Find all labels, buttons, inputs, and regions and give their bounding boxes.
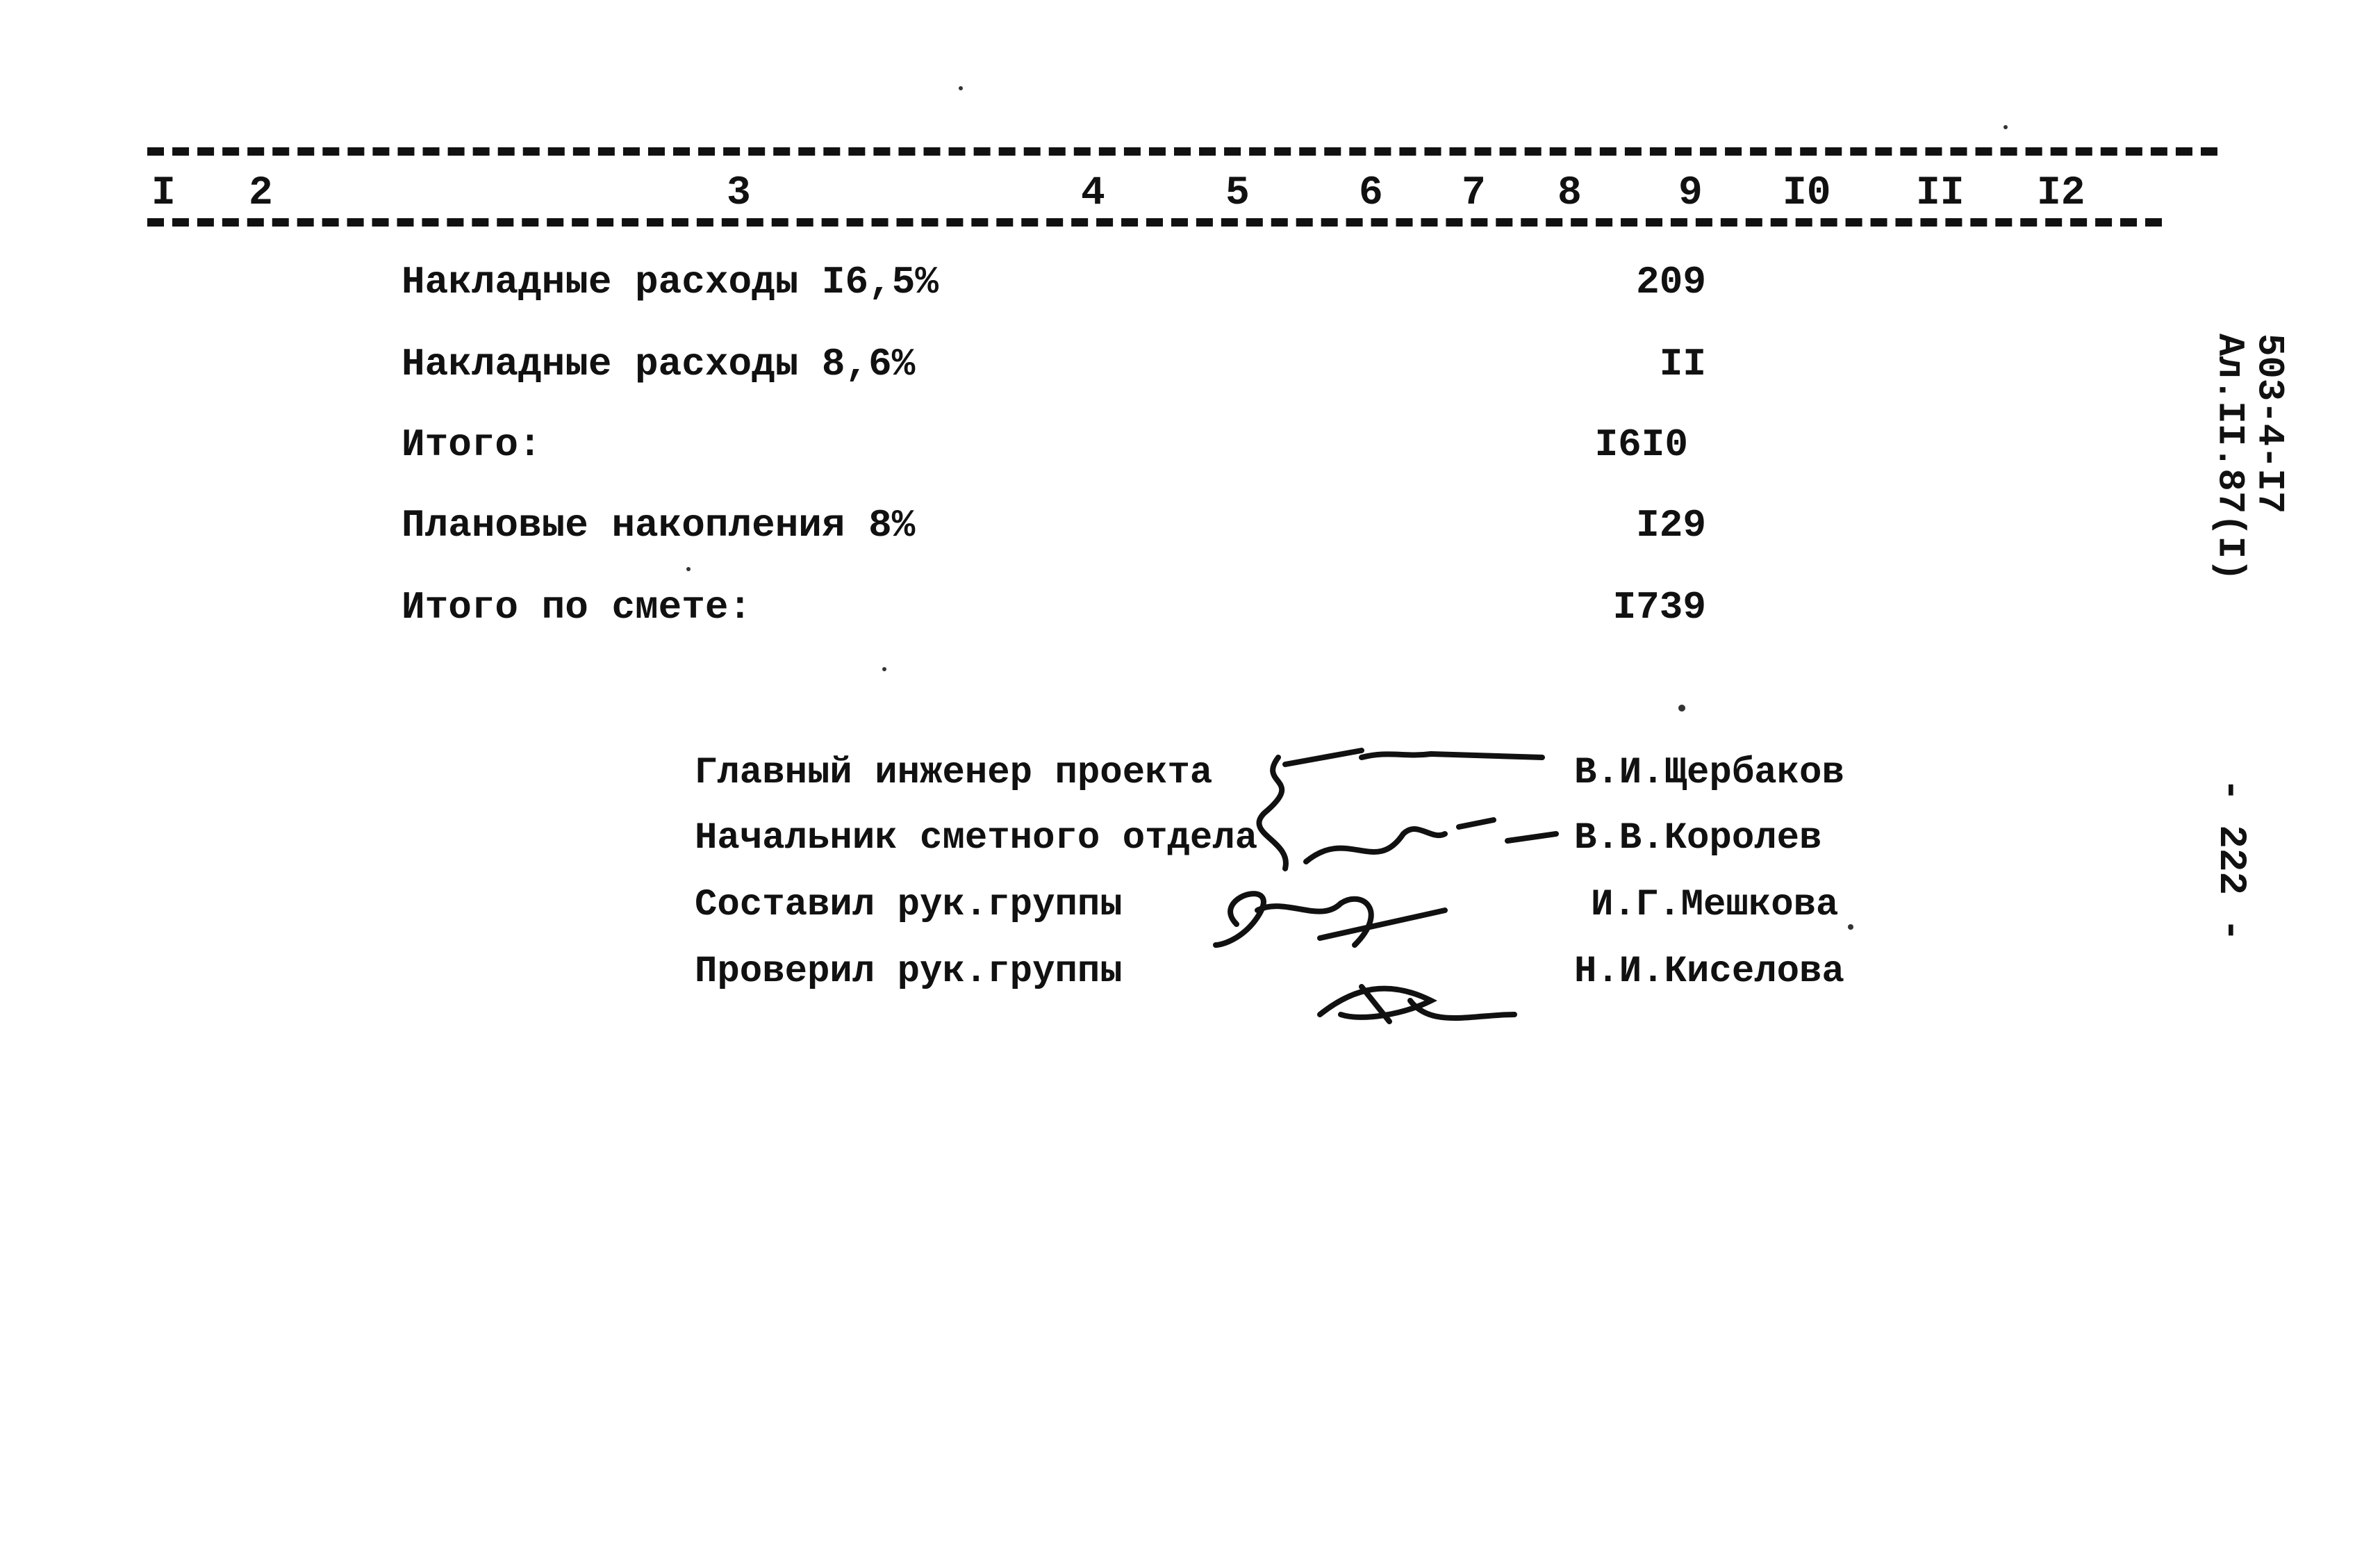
- signature-name-chief-engineer: В.И.Щербаков: [1574, 752, 1844, 794]
- column-number: 6: [1355, 174, 1387, 214]
- document-code-line: 503-4-I7: [2247, 334, 2290, 514]
- row-label-overhead-16-5: Накладные расходы I6,5%: [402, 260, 939, 304]
- row-label-overhead-8-6: Накладные расходы 8,6%: [402, 342, 916, 386]
- row-value-planned-savings: I29: [1636, 503, 1706, 548]
- row-value-overhead-16-5: 209: [1636, 260, 1706, 304]
- row-value-estimate-total: I739: [1612, 585, 1706, 630]
- scan-speck: [882, 667, 886, 671]
- signature-role-estimate-head: Начальник сметного отдела: [695, 817, 1258, 860]
- column-number: I: [147, 174, 180, 214]
- row-value-subtotal: I6I0: [1594, 422, 1688, 467]
- column-number: 7: [1457, 174, 1490, 214]
- document-code-line: Ал.II.87(I): [2208, 334, 2251, 582]
- signature-role-chief-engineer: Главный инженер проекта: [695, 752, 1213, 794]
- scan-speck: [959, 86, 963, 90]
- row-label-estimate-total: Итого по смете:: [402, 585, 752, 630]
- row-label-planned-savings: Плановые накопления 8%: [402, 503, 916, 548]
- signature-name-checker: Н.И.Киселова: [1574, 951, 1844, 993]
- column-number: 3: [722, 174, 755, 214]
- document-code-vertical: [2209, 334, 2288, 581]
- handwritten-signatures: [1181, 737, 1570, 1035]
- scan-speck: [2003, 125, 2008, 129]
- column-number: II: [1912, 174, 1969, 214]
- table-header-top-rule: [147, 147, 2217, 156]
- column-number: 4: [1077, 174, 1109, 214]
- table-header-bottom-rule: [147, 218, 2162, 227]
- page-number: - 222 -: [2209, 778, 2254, 942]
- column-number: 8: [1553, 174, 1586, 214]
- signature-role-checker: Проверил рук.группы: [695, 951, 1123, 993]
- column-number: I2: [2033, 174, 2090, 214]
- scan-speck: [1678, 705, 1685, 712]
- row-label-subtotal: Итого:: [402, 422, 542, 467]
- column-number: 5: [1221, 174, 1254, 214]
- signature-name-compiler: И.Г.Мешкова: [1591, 884, 1839, 926]
- signature-name-estimate-head: В.В.Королев: [1574, 817, 1822, 860]
- signature-role-compiler: Составил рук.группы: [695, 884, 1123, 926]
- column-number: 9: [1674, 174, 1707, 214]
- column-number: I0: [1778, 174, 1835, 214]
- scan-speck: [686, 567, 691, 571]
- scan-speck: [1848, 924, 1853, 930]
- column-number: 2: [245, 174, 277, 214]
- row-value-overhead-8-6: II: [1659, 342, 1706, 386]
